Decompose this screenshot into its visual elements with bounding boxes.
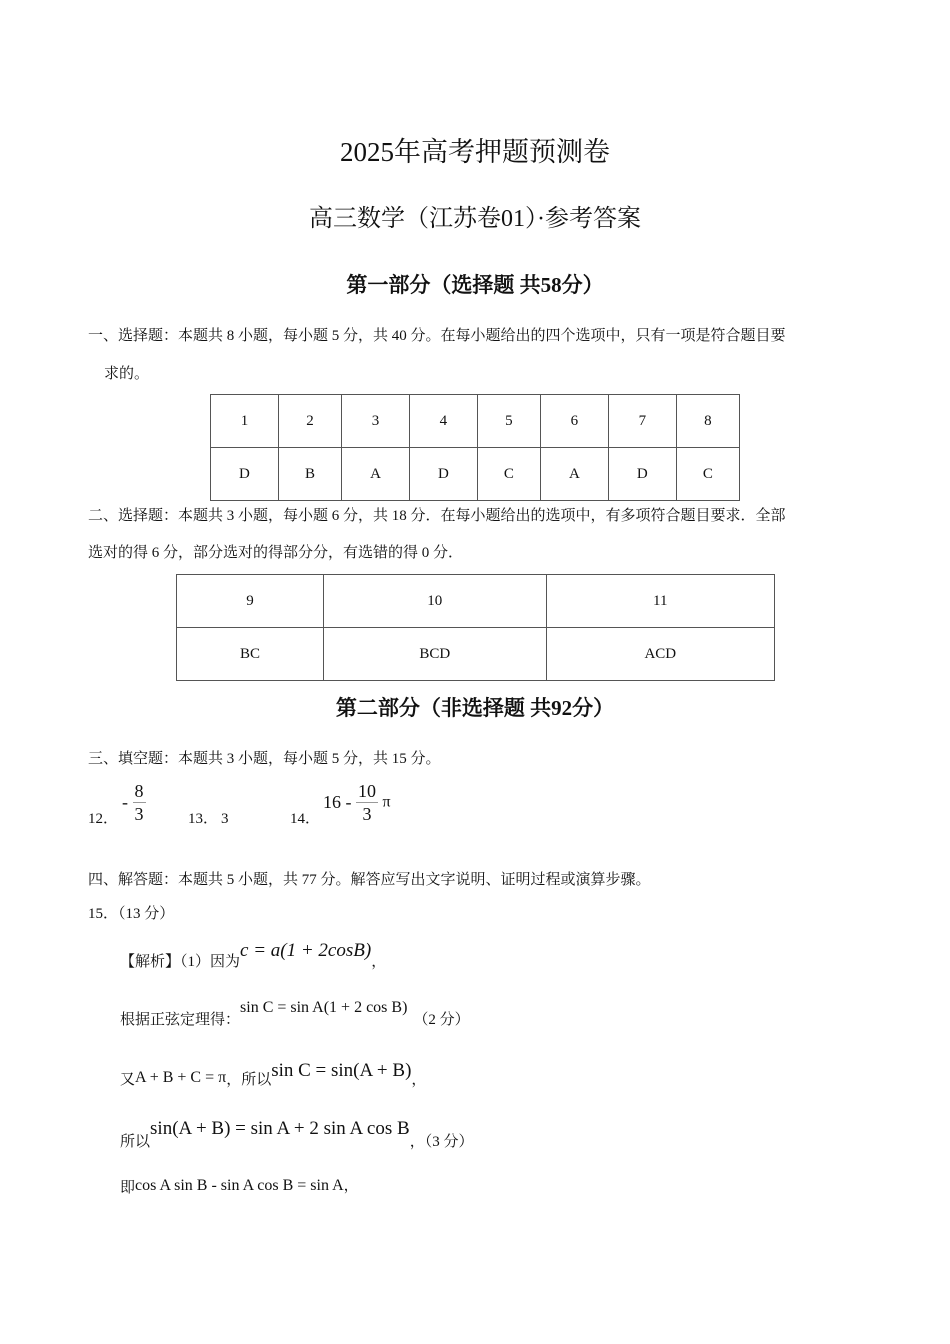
table-cell: C [676, 448, 739, 501]
table-cell: 9 [177, 575, 324, 628]
part1-heading: 第一部分（选择题 共58分） [346, 273, 604, 297]
table-cell: C [477, 448, 540, 501]
solution-line-3: 又A + B + C = π，所以sin C = sin(A + B)， [120, 1060, 427, 1088]
part2-heading: 第二部分（非选择题 共92分） [335, 696, 615, 720]
solution-line-1: 【解析】（1）因为c = a(1 + 2cosB)， [120, 940, 387, 970]
q13-label: 13． [188, 811, 219, 827]
table-cell: BCD [323, 628, 546, 681]
section1-answer-table [210, 394, 740, 501]
section1-description-line2: 求的。 [104, 366, 150, 382]
table-cell: D [211, 448, 279, 501]
solution-line-4: 所以sin(A + B) = sin A + 2 sin A cos B，（3 分） [120, 1118, 474, 1150]
table-cell: 1 [211, 395, 279, 448]
table-cell: 11 [546, 575, 774, 628]
table-cell: 7 [608, 395, 676, 448]
q12-label: 12． [88, 811, 119, 827]
table-cell: BC [177, 628, 324, 681]
math-expression: sin C = sin(A + B) [271, 1060, 412, 1081]
table-row-questions [177, 575, 775, 628]
document-subtitle: 高三数学（江苏卷01）·参考答案 [309, 206, 641, 232]
table-row-answers [211, 448, 740, 501]
table-cell: 5 [477, 395, 540, 448]
math-inline: A + B + C = π [135, 1069, 227, 1086]
table-row-answers [177, 628, 775, 681]
table-cell: D [608, 448, 676, 501]
table-cell: D [409, 448, 477, 501]
math-inline: cos A sin B - sin A cos B = sin A [135, 1177, 344, 1194]
table-cell: A [342, 448, 410, 501]
section4-description: 四、解答题：本题共 5 小题，共 77 分。解答应写出文字说明、证明过程或演算步骤。 [88, 872, 651, 888]
solution-line-2: 根据正弦定理得：sin C = sin A(1 + 2 cos B)（2 分） [120, 999, 470, 1028]
table-cell: 10 [323, 575, 546, 628]
solution-line-5: 即cos A sin B - sin A cos B = sin A， [120, 1177, 359, 1196]
section2-description-line2: 选对的得 6 分，部分选对的得部分分，有选错的得 0 分． [88, 545, 464, 561]
q14-label: 14． [290, 811, 321, 827]
document-title: 2025年高考押题预测卷 [340, 137, 610, 167]
table-cell: ACD [546, 628, 774, 681]
q14-answer: 16 - $\frac{10}{3}$ π [323, 781, 391, 824]
q13-answer: 3 [221, 811, 229, 827]
math-expression: c = a(1 + 2cosB) [240, 940, 372, 961]
q15-label: 15．（13 分） [88, 906, 175, 922]
math-expression: sin(A + B) = sin A + 2 sin A cos B [150, 1118, 410, 1139]
table-row-questions [211, 395, 740, 448]
table-cell: 8 [676, 395, 739, 448]
section1-description-line1: 一、选择题：本题共 8 小题，每小题 5 分，共 40 分。在每小题给出的四个选项中，只有一项是符合题目要 [88, 328, 786, 344]
table-cell: A [540, 448, 608, 501]
table-cell: 4 [409, 395, 477, 448]
math-expression: sin C = sin A(1 + 2 cos B) [240, 999, 408, 1016]
table-cell: B [278, 448, 341, 501]
table-cell: 2 [278, 395, 341, 448]
section3-description: 三、填空题：本题共 3 小题，每小题 5 分，共 15 分。 [88, 751, 441, 767]
q12-answer [122, 780, 146, 825]
section2-answer-table [176, 574, 775, 681]
q12-sign: - [122, 792, 128, 812]
table-cell: 3 [342, 395, 410, 448]
q12-fraction: $\frac{8}{3}$ [134, 781, 144, 824]
table-cell: 6 [540, 395, 608, 448]
q14-fraction: $\frac{10}{3}$ [358, 781, 376, 824]
section2-description-line1: 二、选择题：本题共 3 小题，每小题 6 分，共 18 分．在每小题给出的选项中，有多项符合题目要求．全部 [88, 508, 786, 524]
